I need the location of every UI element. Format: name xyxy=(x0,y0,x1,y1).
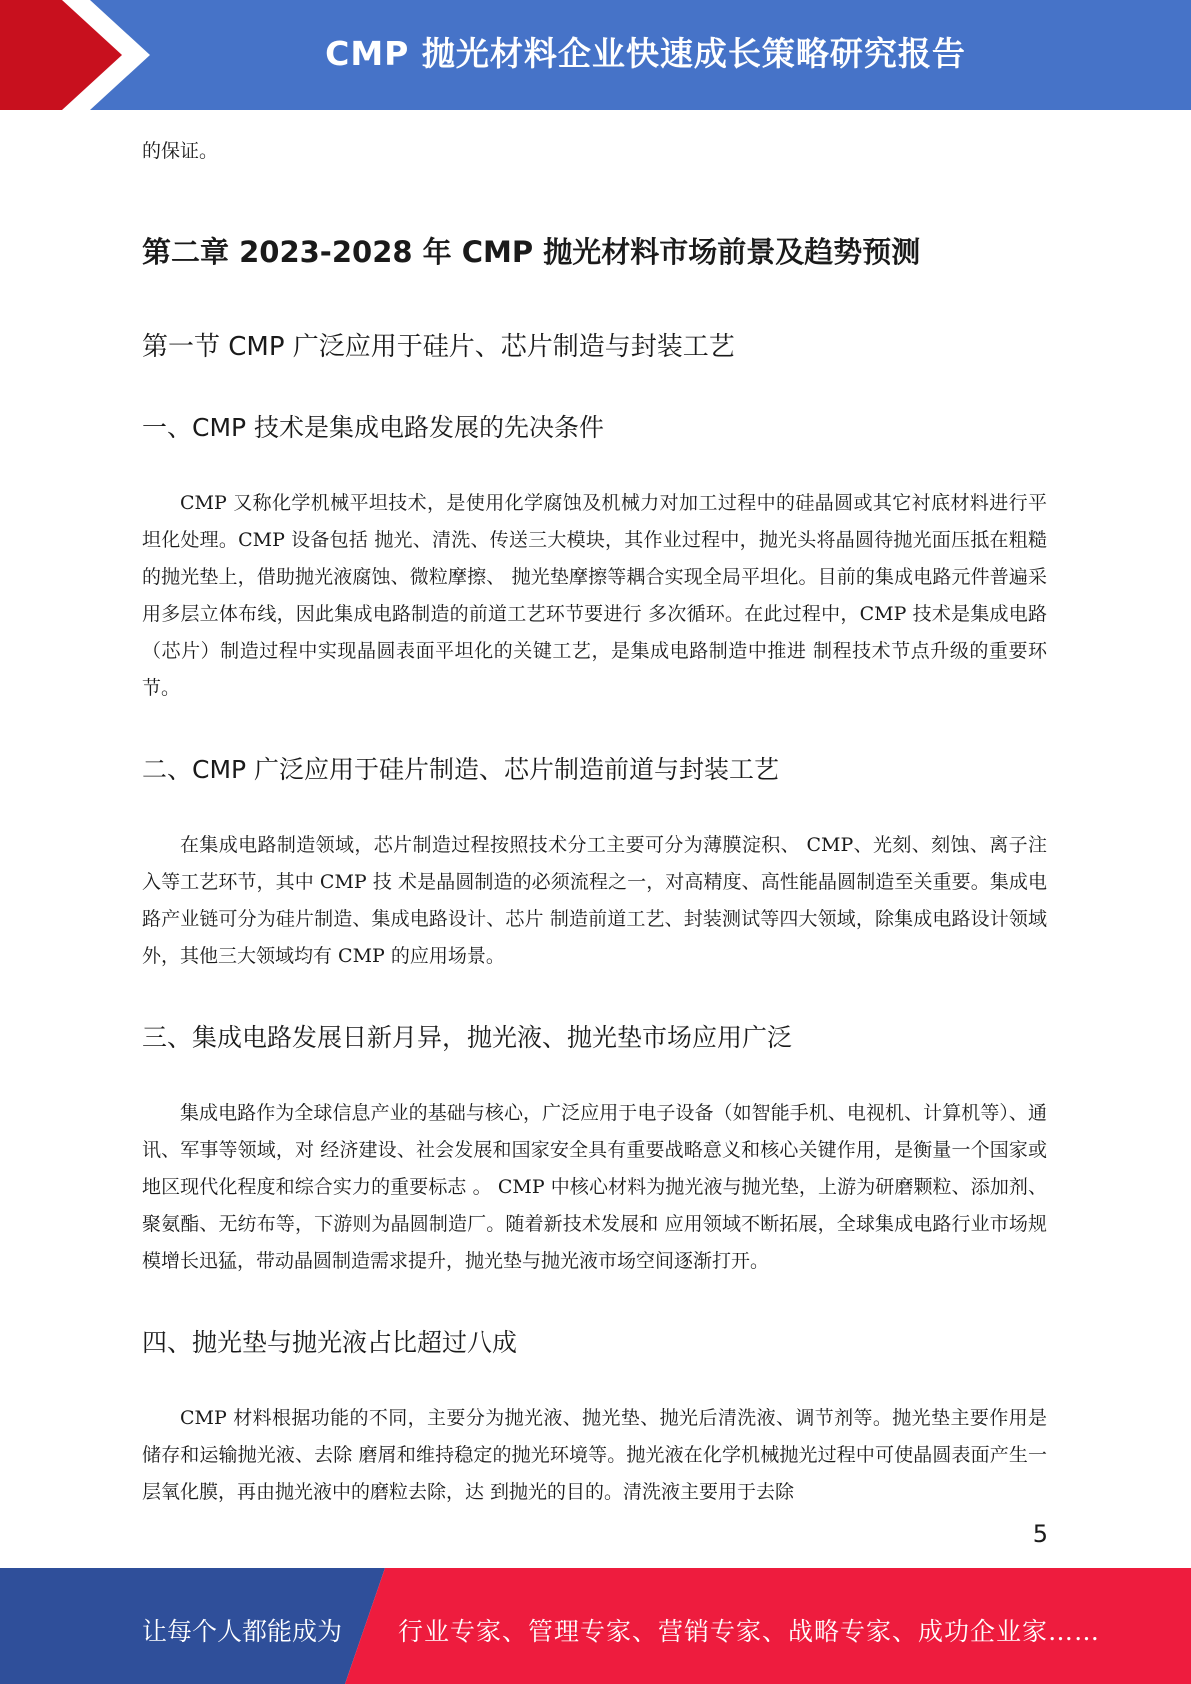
subsection-paragraph-1: CMP 又称化学机械平坦技术，是使用化学腐蚀及机械力对加工过程中的硅晶圆或其它衬底材料进行平坦化处理。CMP 设备包括 抛光、清洗、传送三大模块，其作业过程中，抛光头将晶圆待抛光面压抵在粗糙的抛光垫上，借助抛光液腐蚀、微粒摩擦、 抛光垫摩擦等耦合实现全局平坦化。目前的集成电路元件普遍采用多层立体布线，因此集成电路制造的前道工艺环节要进行 多次循环。在此过程中，CMP 技术是集成电路（芯片）制造过程中实现晶圆表面平坦化的关键工艺，是集成电路制造中推进 制程技术节点升级的重要环节。 xyxy=(142,491,1047,699)
subsection-paragraph-2: 在集成电路制造领域，芯片制造过程按照技术分工主要可分为薄膜淀积、 CMP、光刻、刻蚀、离子注入等工艺环节，其中 CMP 技 术是晶圆制造的必须流程之一，对高精度、高性能晶圆制造至关重要。集成电路产业链可分为硅片制造、集成电路设计、芯片 制造前道工艺、封装测试等四大领域，除集成电路设计领域外，其他三大领域均有 CMP 的应用场景。 xyxy=(142,833,1047,967)
chapter-title: 第二章 2023-2028 年 CMP 抛光材料市场前景及趋势预测 xyxy=(142,235,921,269)
report-title: CMP 抛光材料企业快速成长策略研究报告 xyxy=(325,34,966,73)
footer-slogan-left: 让每个人都能成为 xyxy=(142,1617,343,1646)
page-content xyxy=(142,130,1047,1511)
subsection-heading-4: 四、抛光垫与抛光液占比超过八成 xyxy=(142,1327,518,1357)
subsection-heading-3: 三、集成电路发展日新月异，抛光液、抛光垫市场应用广泛 xyxy=(142,1022,793,1052)
subsection-heading-2: 二、CMP 广泛应用于硅片制造、芯片制造前道与封装工艺 xyxy=(142,754,780,784)
page-number: 5 xyxy=(1032,1520,1048,1548)
page-header xyxy=(0,0,1191,110)
page-footer xyxy=(0,1568,1191,1684)
section-title: 第一节 CMP 广泛应用于硅片、芯片制造与封装工艺 xyxy=(142,331,735,362)
subsection-paragraph-3: 集成电路作为全球信息产业的基础与核心，广泛应用于电子设备（如智能手机、电视机、计算机等）、通讯、军事等领域，对 经济建设、社会发展和国家安全具有重要战略意义和核心关键作用，是衡量一个国家或地区现代化程度和综合实力的重要标志 。 CMP 中核心材料为抛光液与抛光垫，上游为研磨颗粒、添加剂、聚氨酯、无纺布等，下游则为晶圆制造厂。随着新技术发展和 应用领域不断拓展，全球集成电路行业市场规模增长迅猛，带动晶圆制造需求提升，抛光垫与抛光液市场空间逐渐打开。 xyxy=(142,1101,1047,1272)
continuation-text: 的保证。 xyxy=(142,140,219,162)
footer-slogan-right: 行业专家、管理专家、营销专家、战略专家、成功企业家…… xyxy=(398,1617,1101,1646)
subsection-paragraph-4: CMP 材料根据功能的不同，主要分为抛光液、抛光垫、抛光后清洗液、调节剂等。抛光垫主要作用是储存和运输抛光液、去除 磨屑和维持稳定的抛光环境等。抛光液在化学机械抛光过程中可使晶圆表面产生一层氧化膜，再由抛光液中的磨粒去除，达 到抛光的目的。清洗液主要用于去除 xyxy=(142,1406,1047,1503)
subsection-heading-1: 一、CMP 技术是集成电路发展的先决条件 xyxy=(142,412,605,442)
